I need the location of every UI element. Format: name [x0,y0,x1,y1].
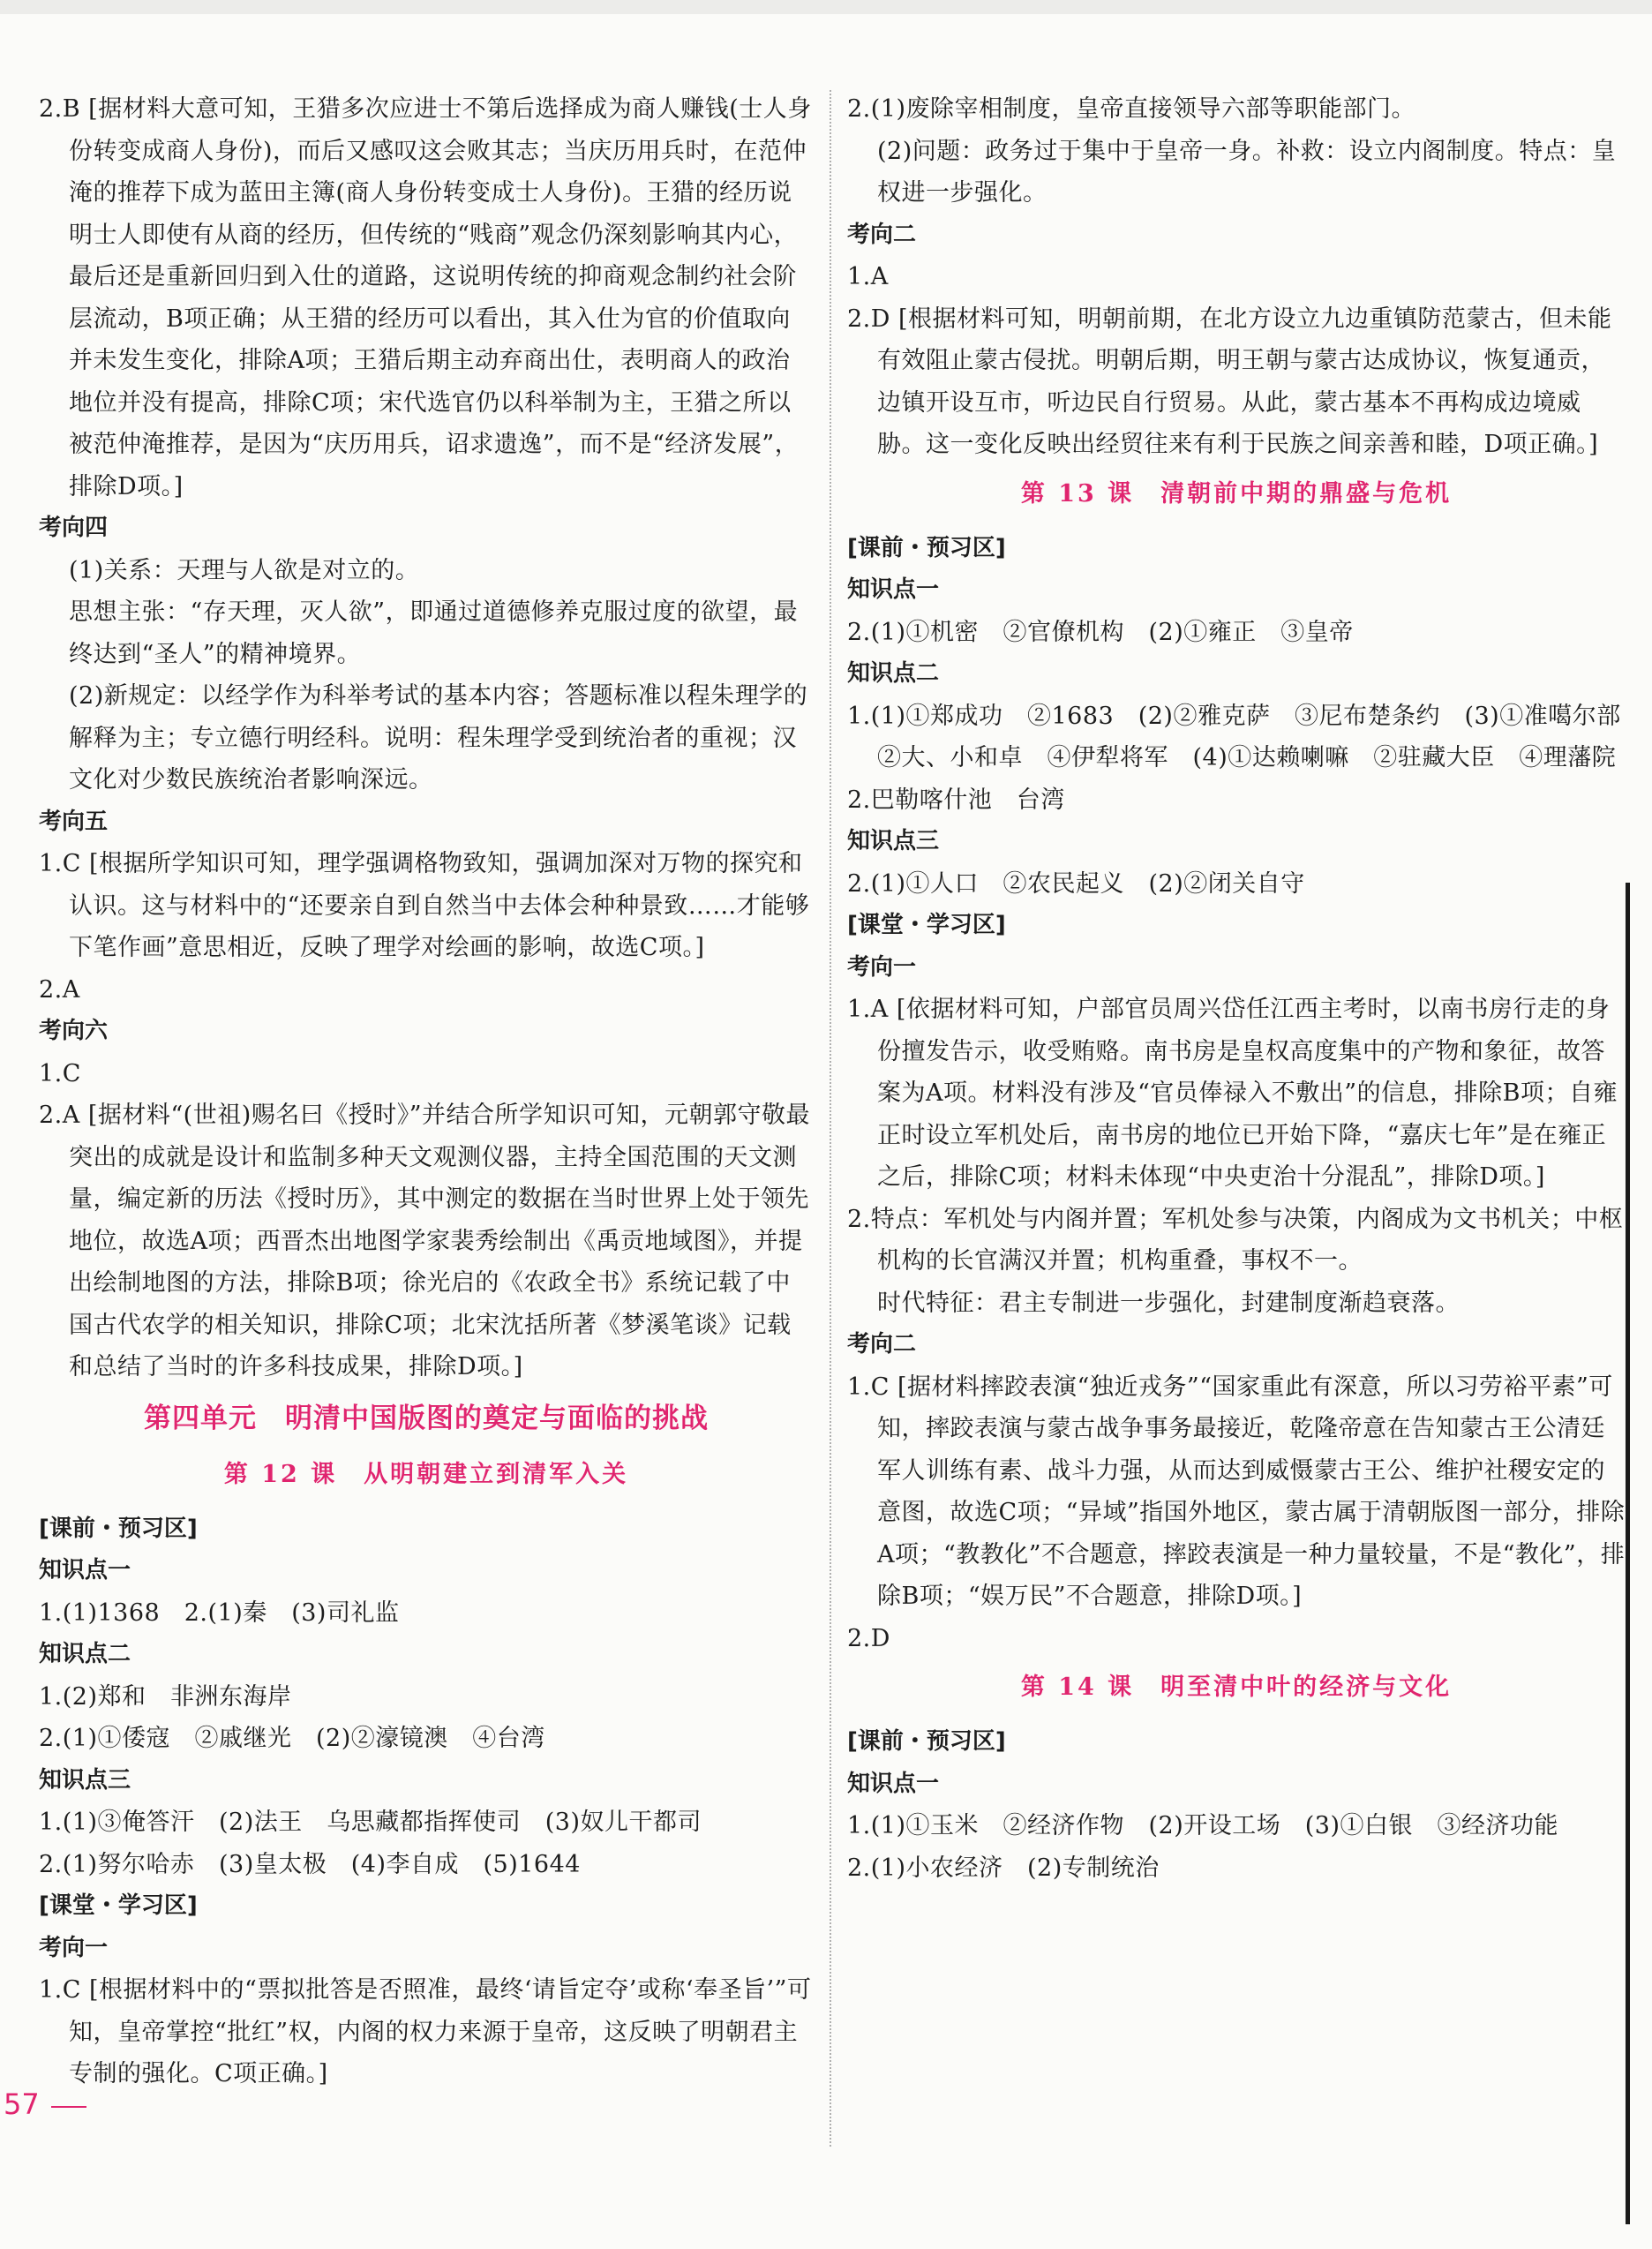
section-bracket-label: [课堂・学习区] [847,912,1006,938]
answer-paragraph: 2.A [39,975,80,1004]
section-heading: 考向五 [39,808,109,835]
answer-paragraph: 2.(1)①倭寇 ②戚继光 (2)②濠镜澳 ④台湾 [39,1725,545,1752]
section-heading: 知识点一 [847,1770,940,1797]
section-heading: 知识点二 [847,660,940,687]
section-bracket-label: [课堂・学习区] [39,1892,198,1919]
answer-paragraph: 2.D [847,1624,890,1652]
answer-paragraph: 1.C [根据所学知识可知，理学强调格物致知，强调加深对万物的探究和认识。这与材料中的“还要亲自到自然当中去体会种种景致……才能够下笔作画”意思相近，反映了理学对绘画的影响，故选C项。] [39,850,810,961]
answer-paragraph: 1.C [根据材料中的“票拟批答是否照准，最终‘请旨定夺’或称‘奉圣旨’”可知，皇帝掌控“批红”权，内阁的权力来源于皇帝，这反映了明朝君主专制的强化。C项正确。] [39,1976,812,2087]
section-heading: 知识点二 [39,1641,131,1667]
unit-title: 第四单元 明清中国版图的奠定与面临的挑战 [144,1402,709,1434]
answer-paragraph: 1.A [847,263,889,290]
answer-paragraph: 2.B [据材料大意可知，王猎多次应进士不第后选择成为商人赚钱(士人身份转变成商人身份)，而后又感叹这会败其志；当庆历用兵时，在范仲淹的推荐下成为蓝田主簿(商人身份转变成士人身份)。王猎的经历说明士人即使有从商的经历，但传统的“贱商”观念仍深刻影响其内心，最后还是重新回归到入仕的道路，这说明传统的抑商观念制约社会阶层流动，B项正确；从王猎的经历可以看出，其入仕为官的价值取向并未发生变化，排除A项；王猎后期主动弃商出仕，表明商人的政治地位并没有提高，排除C项；宋代选官仍以科举制为主，王猎之所以被范仲淹推荐，是因为“庆历用兵，诏求遗逸”，而不是“经济发展”，排除D项。] [39,95,812,500]
answer-paragraph: (2)问题：政务过于集中于皇帝一身。补救：设立内阁制度。特点：皇权进一步强化。 [877,137,1617,207]
section-heading: 考向四 [39,515,109,541]
scan-top-strip [0,0,1652,14]
answer-paragraph: 2.D [根据材料可知，明朝前期，在北方设立九边重镇防范蒙古，但未能有效阻止蒙古侵扰。明朝后期，明王朝与蒙古达成协议，恢复通贡，边镇开设互市，听边民自行贸易。从此，蒙古基本不再构成边境威胁。这一变化反映出经贸往来有利于民族之间亲善和睦，D项正确。] [847,305,1612,458]
section-bracket-label: [课前・预习区] [847,534,1006,561]
section-heading: 知识点三 [847,828,940,854]
section-heading: 考向一 [847,953,917,981]
section-bracket-label: [课前・预习区] [847,1728,1006,1755]
column-divider [830,90,831,2147]
answer-paragraph: 思想主张：“存天理，灭人欲”，即通过道德修养克服过度的欲望，最终达到“圣人”的精神境界。 [69,598,799,668]
section-heading: 考向二 [847,221,917,248]
answer-paragraph: 2.(1)努尔哈赤 (3)皇太极 (4)李自成 (5)1644 [39,1850,581,1878]
page-number: 57 [4,2087,40,2121]
answer-paragraph: 2.(1)废除宰相制度，皇帝直接领导六部等职能部门。 [847,95,1416,123]
answer-paragraph: 1.(1)①玉米 ②经济作物 (2)开设工场 (3)①白银 ③经济功能 [847,1812,1558,1839]
lesson-title: 第 14 课 明至清中叶的经济与文化 [1020,1674,1453,1701]
answer-paragraph: 1.(1)③俺答汗 (2)法王 乌思藏都指挥使司 (3)奴儿干都司 [39,1809,702,1836]
answer-paragraph: 1.C [据材料摔跤表演“独近戎务”“国家重此有深意，所以习劳裕平素”可知，摔跤表演与蒙古战争事务最接近，乾隆帝意在告知蒙古王公清廷军人训练有素、战斗力强，从而达到威慑蒙古王公、维护社稷安定的意图，故选C项；“异域”指国外地区，蒙古属于清朝版图一部分，排除A项；“教教化”不合题意，摔跤表演是一种力量较量，不是“教化”，排除B项；“娱万民”不合题意，排除D项。] [847,1373,1626,1610]
section-heading: 考向二 [847,1331,917,1358]
answer-paragraph: (2)新规定：以经学作为科举考试的基本内容；答题标准以程朱理学的解释为主；专立德行明经科。说明：程朱理学受到统治者的重视；汉文化对少数民族统治者影响深远。 [69,682,808,794]
right-column [847,88,1646,1889]
section-bracket-label: [课前・预习区] [39,1515,198,1542]
section-heading: 知识点一 [39,1557,131,1583]
lesson-title: 第 13 课 清朝前中期的鼎盛与危机 [1020,479,1453,508]
page-edge-line [1626,883,1630,2224]
answer-paragraph: 1.(2)郑和 非洲东海岸 [39,1682,292,1711]
answer-paragraph: 1.C [39,1059,81,1087]
section-heading: 知识点一 [847,576,940,603]
answer-paragraph: 2.A [据材料“(世祖)赐名曰《授时》”并结合所学知识可知，元朝郭守敬最突出的成就是设计和监制多种天文观测仪器，主持全国范围的天文测量，编定新的历法《授时历》，其中测定的数据在当时世界上处于领先地位，故选A项；西晋杰出地图学家裴秀绘制出《禹贡地域图》，并提出绘制地图的方法，排除B项；徐光启的《农政全书》系统记载了中国古代农学的相关知识，排除C项；北宋沈括所著《梦溪笔谈》记载和总结了当时的许多科技成果，排除D项。] [39,1102,811,1380]
page-number-rule [51,2106,86,2108]
left-column [39,88,814,2095]
answer-paragraph: 时代特征：君主专制进一步强化，封建制度渐趋衰落。 [877,1289,1460,1317]
section-heading: 考向一 [39,1934,109,1961]
section-heading: 考向六 [39,1018,109,1044]
answer-paragraph: 1.(1)①郑成功 ②1683 (2)②雅克萨 ③尼布楚条约 (3)①准噶尔部 ②大、小和卓 ④伊犁将军 (4)①达赖喇嘛 ②驻藏大臣 ④理藩院 [847,702,1646,771]
answer-paragraph: (1)关系：天理与人欲是对立的。 [69,556,420,584]
answer-paragraph: 2.(1)①人口 ②农民起义 (2)②闭关自守 [847,869,1305,898]
section-heading: 知识点三 [39,1766,131,1794]
answer-paragraph: 1.(1)1368 2.(1)秦 (3)司礼监 [39,1598,400,1627]
lesson-title: 第 12 课 从明朝建立到清军入关 [223,1460,629,1488]
answer-paragraph: 2.(1)小农经济 (2)专制统治 [847,1854,1160,1882]
answer-paragraph: 2.巴勒喀什池 台湾 [847,786,1065,814]
answer-paragraph: 1.A [依据材料可知，户部官员周兴岱任江西主考时，以南书房行走的身份擅发告示，收受贿赂。南书房是皇权高度集中的产物和象征，故答案为A项。材料没有涉及“官员俸禄入不敷出”的信息，排除B项；自雍正时设立军机处后，南书房的地位已开始下降，“嘉庆七年”是在雍正之后，排除C项；材料未体现“中央吏治十分混乱”，排除D项。] [847,996,1618,1191]
answer-paragraph: 2.特点：军机处与内阁并置；军机处参与决策，内阁成为文书机关；中枢机构的长官满汉并置；机构重叠，事权不一。 [847,1205,1624,1275]
answer-paragraph: 2.(1)①机密 ②官僚机构 (2)①雍正 ③皇帝 [847,618,1354,646]
